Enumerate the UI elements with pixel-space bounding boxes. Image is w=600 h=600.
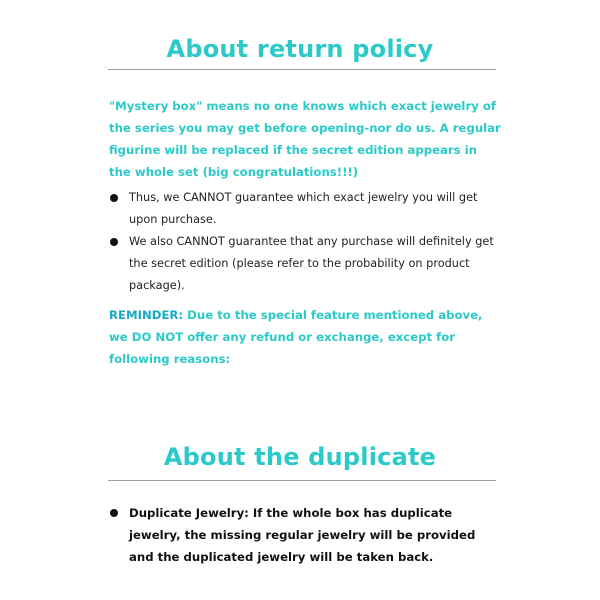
list-item-text: Duplicate Jewelry: If the whole box has duplicate jewelry, the missing regular jewelry will be provided and the duplicated jewelry will be taken back.	[129, 506, 476, 564]
reminder-text: Due to the special feature mentioned above, we DO NOT offer any refund or exchange, except for following reasons:	[109, 308, 483, 366]
list-item-text: Thus, we CANNOT guarantee which exact jewelry you will get upon purchase.	[129, 191, 478, 226]
list-item-text: We also CANNOT guarantee that any purchase will definitely get the secret edition (please refer to the probability on product package).	[129, 235, 494, 292]
return-policy-divider	[108, 69, 496, 70]
return-policy-list	[110, 187, 500, 297]
bullet-icon	[110, 238, 118, 246]
list-item	[110, 502, 500, 568]
reminder-label: REMINDER:	[109, 308, 184, 322]
list-item	[110, 231, 500, 297]
duplicate-divider	[108, 480, 496, 481]
list-item	[110, 187, 500, 231]
duplicate-title: About the duplicate	[163, 443, 437, 471]
mystery-box-intro: "Mystery box" means no one knows which exact jewelry of the series you may get before opening-nor do us. A regular figurine will be replaced if the secret edition appears in the whole set (big congratulations!!!)	[109, 99, 501, 179]
duplicate-list	[110, 502, 500, 568]
return-policy-title: About return policy	[166, 35, 434, 63]
reminder-paragraph	[109, 304, 499, 370]
bullet-icon	[110, 194, 118, 202]
bullet-icon	[110, 509, 118, 517]
